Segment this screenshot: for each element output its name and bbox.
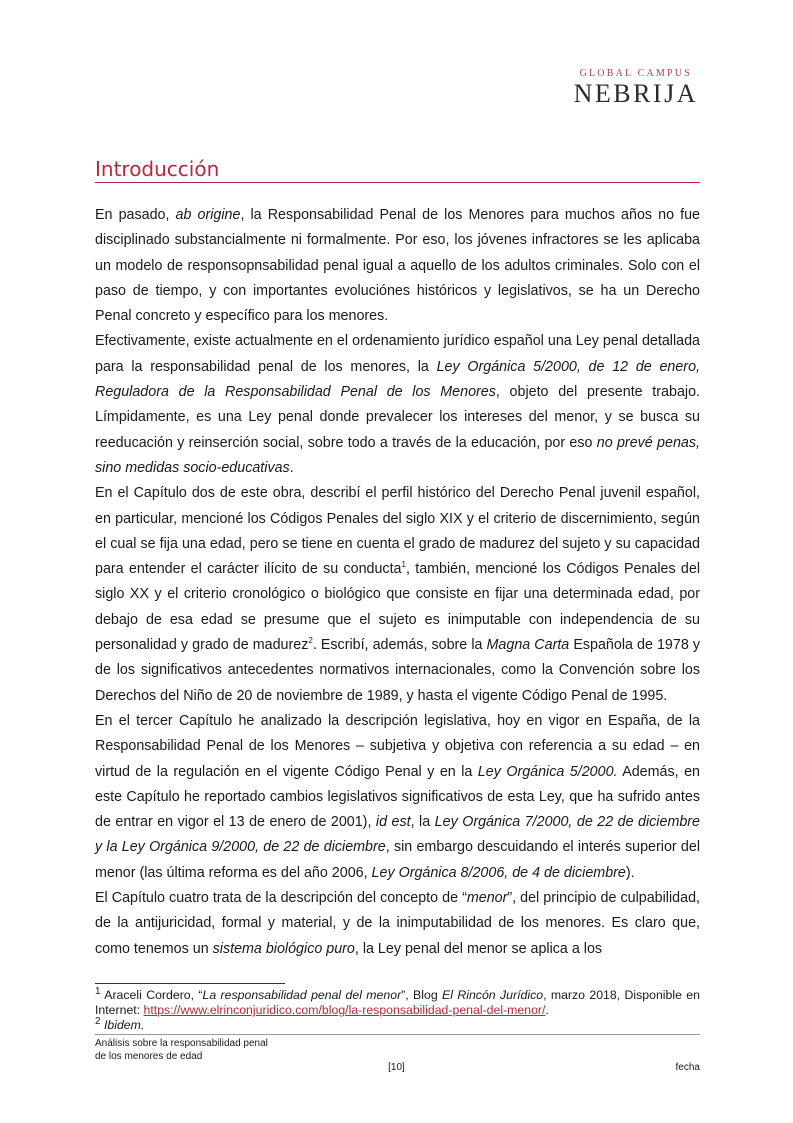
footer-document-title: Análisis sobre la responsabilidad penal de los menores de edad — [95, 1038, 268, 1062]
document-body — [95, 203, 700, 962]
footnote-1: $^1$ Araceli Cordero, “La responsabilidad penal del menor”, Blog El Rincón Jurídico, marzo 2018, Disponible en Internet: https://www.elrinconjuridico.com/blog/la-responsabilidad-penal-del-menor/. — [95, 985, 700, 1017]
section-title: Introducción — [95, 157, 220, 181]
footer-date: fecha — [675, 1062, 700, 1073]
footer-divider — [95, 1034, 700, 1035]
logo-title: NEBRIJA — [573, 79, 698, 108]
footnote-separator — [95, 983, 285, 984]
paragraph-4: En el tercer Capítulo he analizado la descripción legislativa, hoy en vigor en España, de la Responsabilidad Penal de los Menores – subjetiva y objetiva con referencia a su edad – en virtud de la regulación en el vigente Código Penal y en la Ley Orgánica 5/2000. Además, en este Capítulo he reportado cambios legislativos significativos de esta Ley, que ha sufrido antes de entrar en vigor el 13 de enero de 2001), id est, la Ley Orgánica 7/2000, de 22 de diciembre y la Ley Orgánica 9/2000, de 22 de diciembre, sin embargo descuidando el interés superior del menor (las última reforma es del año 2006, Ley Orgánica 8/2006, de 4 de diciembre). — [95, 712, 701, 881]
footnote-ref-2[interactable]: 2 — [308, 636, 313, 646]
footnote-2: $^2$ Ibidem. — [95, 1015, 145, 1032]
paragraph-2: Efectivamente, existe actualmente en el ordenamiento jurídico español una Ley penal detallada para la responsabilidad penal de los menores, la Ley Orgánica 5/2000, de 12 de enero, Reguladora de la Responsabilidad Penal de los Menores, objeto del presente trabajo. Límpidamente, es una Ley penal donde prevalecer los intereses del menor, y se busca su reeducación y reinserción social, sobre todo a través de la educación, por eso no prevé penas, sino medidas socio-educativas. — [95, 333, 700, 476]
paragraph-5: El Capítulo cuatro trata de la descripción del concepto de “menor”, del principio de culpabilidad, de la antijuricidad, formal y material, y de la inimputabilidad de los menores. Es claro que, como tenemos un sistema biológico puro, la Ley penal del menor se aplica a los — [95, 890, 700, 957]
nebrija-logo — [574, 68, 698, 107]
title-underline — [95, 182, 700, 183]
footnote-ref-1[interactable]: 1 — [401, 560, 406, 570]
page-number: [10] — [388, 1062, 405, 1073]
paragraph-3: En el Capítulo dos de este obra, describí el perfil histórico del Derecho Penal juvenil español, en particular, mencioné los Códigos Penales del siglo XIX y el criterio de discernimiento, según el cual se fija una edad, pero se tiene en cuenta el grado de madurez del sujeto y su capacidad para entender el carácter ilícito de su conducta$^1$, también, mencioné los Códigos Penales del siglo XX y el criterio cronológico o biológico que consiste en fijar una determinada edad, por debajo de esa edad se presume que el sujeto es inimputable con independencia de su personalidad y grado de madurez$^2$. Escribí, además, sobre la Magna Carta Española de 1978 y de los significativos antecedentes normativos internacionales, como la Convención sobre los Derechos del Niño de 20 de noviembre de 1989, y hasta el vigente Código Penal de 1995. — [95, 485, 700, 704]
logo-subtitle: GLOBAL CAMPUS — [579, 68, 692, 79]
paragraph-1: En pasado, ab origine, la Responsabilidad Penal de los Menores para muchos años no fue disciplinado substancialmente ni formalmente. Por eso, los jóvenes infractores se les aplicaba un modelo de responsopnsabilidad penal igual a aquello de los adultos criminales. Solo con el paso de tiempo, y con importantes evoluciónes históricos y legislativos, se ha un Derecho Penal concreto y específico para los menores. — [95, 207, 701, 325]
footnotes — [95, 985, 700, 1033]
footnote-link[interactable]: https://www.elrinconjuridico.com/blog/la-responsabilidad-penal-del-menor/ — [143, 1003, 546, 1017]
